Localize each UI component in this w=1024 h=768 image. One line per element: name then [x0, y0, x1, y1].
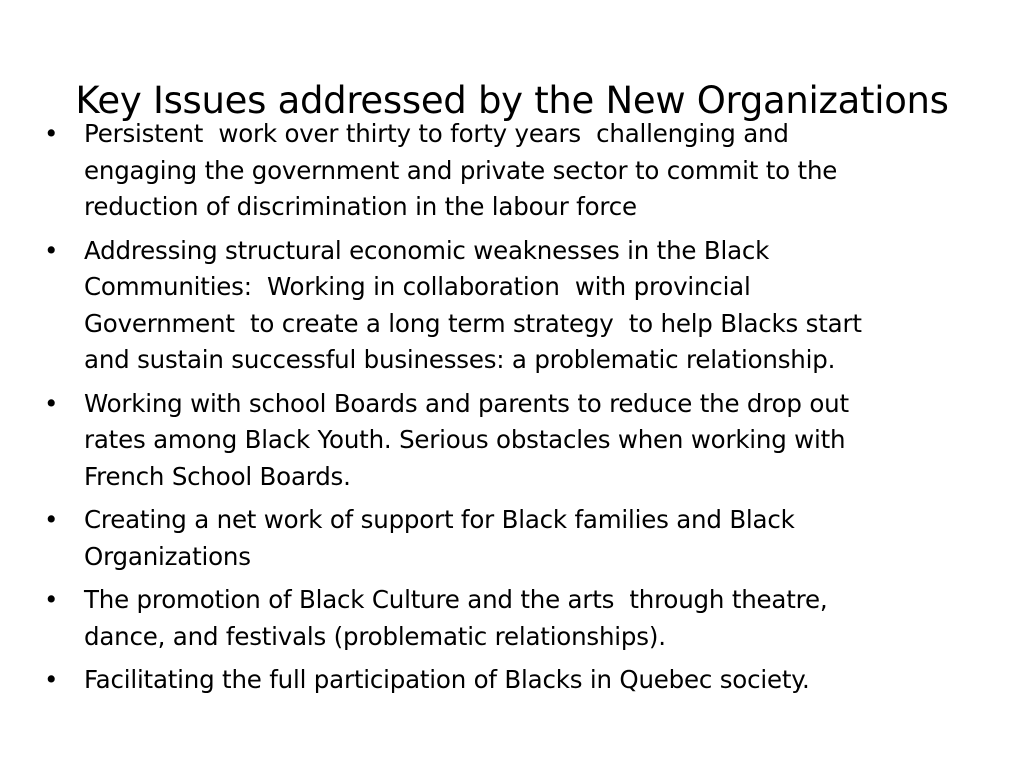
bullet-dot: •: [44, 388, 59, 418]
bullet-text-line: Organizations: [84, 541, 251, 571]
bullet-text-line: Facilitating the full participation of Blacks in Quebec society.: [84, 665, 810, 694]
bullet-text-line: Addressing structural economic weaknesses in the Black: [84, 235, 770, 265]
bullet-item: [44, 386, 974, 496]
bullet-text-line: French School Boards.: [84, 461, 351, 491]
bullet-list: [44, 116, 974, 706]
bullet-dot: •: [44, 235, 59, 265]
bullet-text-line: reduction of discrimination in the labour force: [84, 192, 637, 221]
slide-title: Key Issues addressed by the New Organizations: [75, 78, 949, 122]
bullet-dot: •: [44, 119, 59, 148]
bullet-text-line: Working with school Boards and parents to reduce the drop out: [84, 388, 849, 418]
bullet-item: [44, 116, 974, 226]
bullet-text-line: Government to create a long term strategy to help Blacks start: [84, 308, 862, 338]
bullet-text-line: The promotion of Black Culture and the arts through theatre,: [84, 585, 828, 614]
bullet-dot: •: [44, 585, 59, 614]
bullet-text-line: engaging the government and private sector to commit to the: [84, 155, 838, 185]
bullet-text-line: Persistent work over thirty to forty years challenging and: [84, 119, 789, 148]
bullet-text-line: and sustain successful businesses: a problematic relationship.: [84, 345, 836, 374]
bullet-item: [44, 662, 974, 699]
bullet-dot: •: [44, 505, 59, 534]
bullet-text-line: rates among Black Youth. Serious obstacles when working with: [84, 425, 846, 454]
bullet-dot: •: [44, 665, 59, 694]
bullet-item: [44, 502, 974, 575]
bullet-text-line: Communities: Working in collaboration with provincial: [84, 272, 751, 301]
bullet-item: [44, 233, 974, 379]
bullet-text-line: dance, and festivals (problematic relationships).: [84, 621, 666, 651]
bullet-item: [44, 582, 974, 655]
bullet-text-line: Creating a net work of support for Black families and Black: [84, 505, 795, 534]
